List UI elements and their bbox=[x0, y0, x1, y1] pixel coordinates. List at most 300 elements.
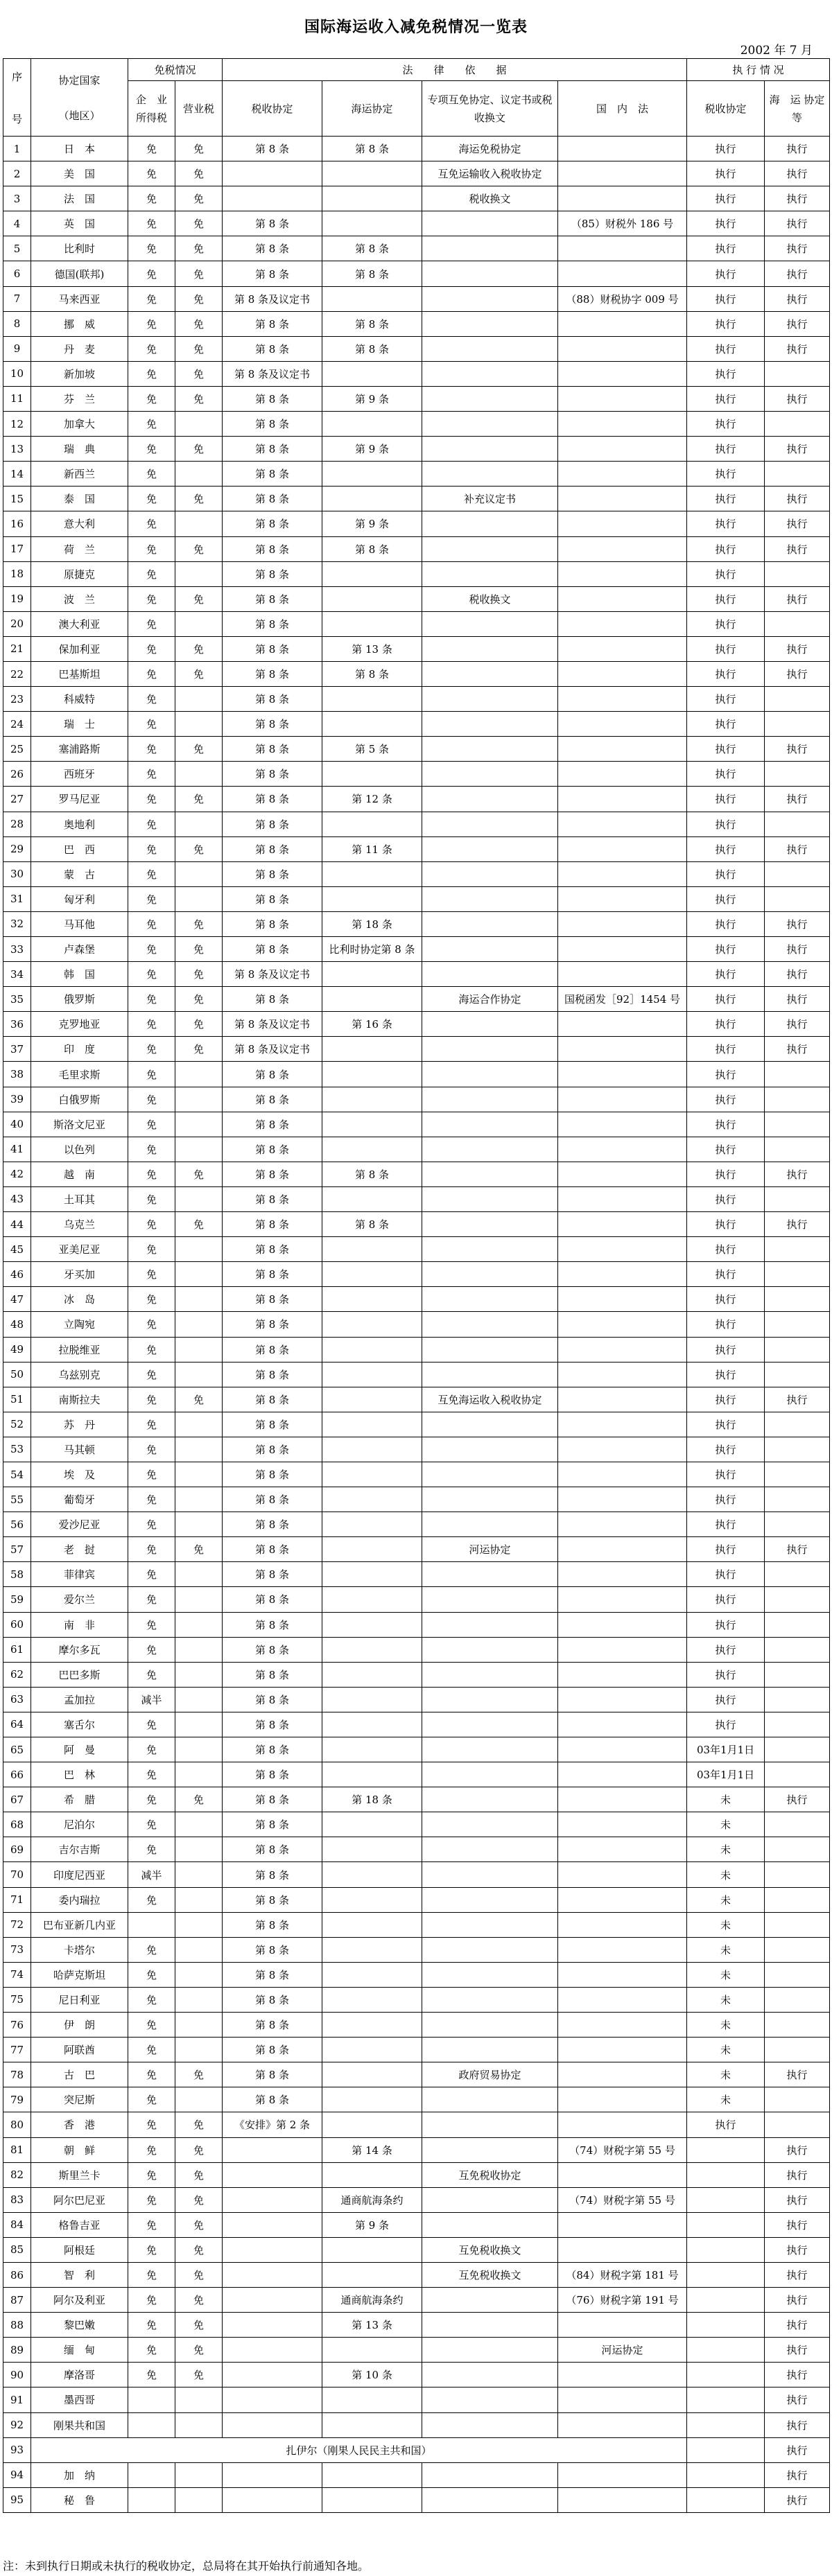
tax-treaty-cell: 第 8 条 bbox=[223, 1787, 322, 1812]
tax-treaty-cell: 第 8 条 bbox=[223, 1912, 322, 1937]
seq-cell: 13 bbox=[3, 437, 31, 462]
seq-cell: 15 bbox=[3, 487, 31, 511]
table-row bbox=[3, 1212, 830, 1237]
business-tax-cell bbox=[175, 1287, 223, 1312]
country-cell: 美 国 bbox=[31, 161, 128, 186]
exec-tax-treaty-cell: 03年1月1日 bbox=[687, 1762, 765, 1787]
table-row bbox=[3, 161, 830, 186]
country-cell: 新加坡 bbox=[31, 361, 128, 386]
enterprise-tax-cell: 免 bbox=[128, 1762, 175, 1787]
exec-shipping-cell bbox=[765, 1737, 830, 1762]
tax-treaty-cell: 第 8 条 bbox=[223, 536, 322, 561]
business-tax-cell bbox=[175, 511, 223, 536]
exec-tax-treaty-cell bbox=[687, 2137, 765, 2162]
enterprise-tax-cell: 免 bbox=[128, 812, 175, 836]
exec-tax-treaty-cell bbox=[687, 2412, 765, 2437]
tax-treaty-cell: 第 8 条 bbox=[223, 1862, 322, 1887]
shipping-agreement-cell bbox=[322, 1087, 422, 1112]
shipping-agreement-cell bbox=[322, 211, 422, 236]
business-tax-cell bbox=[175, 1887, 223, 1912]
domestic-law-cell: （85）财税外 186 号 bbox=[558, 211, 687, 236]
seq-cell: 55 bbox=[3, 1487, 31, 1512]
country-cell: 埃 及 bbox=[31, 1462, 128, 1487]
table-row bbox=[3, 886, 830, 911]
enterprise-tax-cell: 免 bbox=[128, 286, 175, 311]
business-tax-cell bbox=[175, 1562, 223, 1587]
shipping-agreement-cell bbox=[322, 1537, 422, 1562]
exec-tax-treaty-cell bbox=[687, 2262, 765, 2287]
seq-cell: 88 bbox=[3, 2313, 31, 2338]
table-row bbox=[3, 2237, 830, 2262]
tax-treaty-cell bbox=[223, 2288, 322, 2313]
shipping-agreement-cell bbox=[322, 1337, 422, 1362]
enterprise-tax-cell: 免 bbox=[128, 2038, 175, 2062]
seq-cell: 69 bbox=[3, 1837, 31, 1862]
domestic-law-cell bbox=[558, 712, 687, 737]
domestic-law-cell bbox=[558, 511, 687, 536]
exec-shipping-cell: 执行 bbox=[765, 437, 830, 462]
seq-cell: 50 bbox=[3, 1362, 31, 1387]
table-row bbox=[3, 1612, 830, 1637]
enterprise-tax-cell: 免 bbox=[128, 1012, 175, 1037]
country-cell: 奥地利 bbox=[31, 812, 128, 836]
country-cell: 新西兰 bbox=[31, 462, 128, 487]
seq-cell: 71 bbox=[3, 1887, 31, 1912]
special-agreement-cell bbox=[422, 1512, 558, 1537]
exec-shipping-cell: 执行 bbox=[765, 1162, 830, 1186]
shipping-agreement-cell: 第 13 条 bbox=[322, 636, 422, 661]
table-row bbox=[3, 1262, 830, 1287]
table-row bbox=[3, 1937, 830, 1962]
tax-treaty-cell: 第 8 条 bbox=[223, 687, 322, 712]
exec-shipping-cell: 执行 bbox=[765, 536, 830, 561]
exec-tax-treaty-cell: 执行 bbox=[687, 1312, 765, 1337]
tax-treaty-cell: 第 8 条 bbox=[223, 586, 322, 611]
enterprise-tax-cell: 免 bbox=[128, 487, 175, 511]
country-cell: 孟加拉 bbox=[31, 1687, 128, 1712]
tax-treaty-cell: 第 8 条 bbox=[223, 812, 322, 836]
exec-tax-treaty-cell: 未 bbox=[687, 1812, 765, 1837]
shipping-agreement-cell bbox=[322, 1237, 422, 1262]
enterprise-tax-cell: 免 bbox=[128, 437, 175, 462]
enterprise-tax-cell: 免 bbox=[128, 886, 175, 911]
tax-treaty-cell: 第 8 条 bbox=[223, 1462, 322, 1487]
domestic-law-cell bbox=[558, 161, 687, 186]
seq-cell: 48 bbox=[3, 1312, 31, 1337]
table-row bbox=[3, 2288, 830, 2313]
tax-treaty-cell: 第 8 条及议定书 bbox=[223, 962, 322, 987]
exec-tax-treaty-cell: 执行 bbox=[687, 1337, 765, 1362]
special-agreement-cell bbox=[422, 2338, 558, 2363]
exec-tax-treaty-cell: 执行 bbox=[687, 462, 765, 487]
tax-treaty-cell: 第 8 条 bbox=[223, 836, 322, 861]
country-cell: 斯里兰卡 bbox=[31, 2162, 128, 2187]
table-row bbox=[3, 386, 830, 411]
shipping-agreement-cell bbox=[322, 1837, 422, 1862]
country-cell: 黎巴嫩 bbox=[31, 2313, 128, 2338]
country-cell: 澳大利亚 bbox=[31, 611, 128, 636]
special-agreement-cell bbox=[422, 2212, 558, 2237]
country-cell: 克罗地亚 bbox=[31, 1012, 128, 1037]
shipping-agreement-cell: 比利时协定第 8 条 bbox=[322, 937, 422, 962]
table-row bbox=[3, 412, 830, 437]
domestic-law-cell bbox=[558, 1087, 687, 1112]
special-agreement-cell bbox=[422, 1062, 558, 1087]
exec-tax-treaty-cell: 执行 bbox=[687, 361, 765, 386]
exec-shipping-cell bbox=[765, 1437, 830, 1462]
business-tax-cell: 免 bbox=[175, 1162, 223, 1186]
domestic-law-cell bbox=[558, 1712, 687, 1737]
country-cell: 卢森堡 bbox=[31, 937, 128, 962]
enterprise-tax-cell: 免 bbox=[128, 787, 175, 812]
table-row bbox=[3, 1062, 830, 1087]
business-tax-cell bbox=[175, 861, 223, 886]
shipping-agreement-cell: 第 11 条 bbox=[322, 836, 422, 861]
country-cell: 土耳其 bbox=[31, 1186, 128, 1211]
business-tax-cell bbox=[175, 1687, 223, 1712]
exec-tax-treaty-cell: 执行 bbox=[687, 561, 765, 586]
business-tax-cell bbox=[175, 1237, 223, 1262]
table-row bbox=[3, 236, 830, 261]
domestic-law-cell bbox=[558, 962, 687, 987]
tax-treaty-cell: 第 8 条 bbox=[223, 661, 322, 686]
enterprise-tax-cell: 免 bbox=[128, 2363, 175, 2387]
domestic-law-cell bbox=[558, 787, 687, 812]
tax-treaty-cell: 第 8 条 bbox=[223, 1362, 322, 1387]
shipping-agreement-cell bbox=[322, 1687, 422, 1712]
special-agreement-cell: 补充议定书 bbox=[422, 487, 558, 511]
tax-treaty-cell: 第 8 条 bbox=[223, 1262, 322, 1287]
exec-shipping-cell: 执行 bbox=[765, 2487, 830, 2512]
tax-treaty-cell: 第 8 条 bbox=[223, 1137, 322, 1162]
special-agreement-cell bbox=[422, 412, 558, 437]
domestic-law-cell bbox=[558, 1362, 687, 1387]
special-agreement-cell bbox=[422, 1262, 558, 1287]
table-row bbox=[3, 661, 830, 686]
tax-treaty-cell: 第 8 条及议定书 bbox=[223, 361, 322, 386]
exec-tax-treaty-cell: 执行 bbox=[687, 1662, 765, 1687]
enterprise-tax-cell bbox=[128, 2387, 175, 2412]
exec-tax-treaty-cell: 执行 bbox=[687, 1412, 765, 1437]
table-row bbox=[3, 1387, 830, 1412]
country-cell: 科威特 bbox=[31, 687, 128, 712]
country-cell: 卡塔尔 bbox=[31, 1937, 128, 1962]
country-cell: 牙买加 bbox=[31, 1262, 128, 1287]
enterprise-tax-cell: 免 bbox=[128, 1462, 175, 1487]
seq-cell: 80 bbox=[3, 2112, 31, 2137]
special-agreement-cell bbox=[422, 2462, 558, 2487]
country-cell: 尼日利亚 bbox=[31, 1987, 128, 2012]
tax-treaty-cell: 第 8 条 bbox=[223, 1762, 322, 1787]
domestic-law-cell bbox=[558, 2038, 687, 2062]
country-cell: 摩尔多瓦 bbox=[31, 1637, 128, 1662]
shipping-agreement-cell bbox=[322, 1737, 422, 1762]
exec-tax-treaty-cell: 未 bbox=[687, 2013, 765, 2038]
exec-shipping-cell bbox=[765, 712, 830, 737]
exec-shipping-cell bbox=[765, 1512, 830, 1537]
shipping-agreement-cell bbox=[322, 2462, 422, 2487]
country-cell: 泰 国 bbox=[31, 487, 128, 511]
exec-shipping-cell bbox=[765, 1687, 830, 1712]
table-row bbox=[3, 762, 830, 787]
special-agreement-cell: 互免税收协定 bbox=[422, 2162, 558, 2187]
tax-treaty-cell: 第 8 条 bbox=[223, 762, 322, 787]
seq-cell: 86 bbox=[3, 2262, 31, 2287]
exec-tax-treaty-cell: 执行 bbox=[687, 1037, 765, 1062]
domestic-law-cell bbox=[558, 1762, 687, 1787]
exec-tax-treaty-cell: 执行 bbox=[687, 211, 765, 236]
shipping-agreement-cell bbox=[322, 687, 422, 712]
tax-treaty-cell: 第 8 条 bbox=[223, 261, 322, 286]
enterprise-tax-cell: 免 bbox=[128, 361, 175, 386]
country-cell: 立陶宛 bbox=[31, 1312, 128, 1337]
domestic-law-cell bbox=[558, 2237, 687, 2262]
tax-treaty-cell: 第 8 条 bbox=[223, 236, 322, 261]
exec-shipping-cell: 执行 bbox=[765, 661, 830, 686]
document-date: 2002 年 7 月 bbox=[740, 44, 813, 58]
business-tax-cell: 免 bbox=[175, 2212, 223, 2237]
tax-treaty-cell: 第 8 条 bbox=[223, 1287, 322, 1312]
table-row bbox=[3, 1637, 830, 1662]
special-agreement-cell bbox=[422, 437, 558, 462]
table-row bbox=[3, 737, 830, 762]
country-cell: 伊 朗 bbox=[31, 2013, 128, 2038]
enterprise-tax-cell: 免 bbox=[128, 1712, 175, 1737]
table-row bbox=[3, 636, 830, 661]
table-row bbox=[3, 2112, 830, 2137]
domestic-law-cell bbox=[558, 1662, 687, 1687]
country-cell: 冰 岛 bbox=[31, 1287, 128, 1312]
domestic-law-cell bbox=[558, 762, 687, 787]
domestic-law-cell bbox=[558, 1937, 687, 1962]
exec-tax-treaty-cell: 03年1月1日 bbox=[687, 1737, 765, 1762]
enterprise-tax-cell: 免 bbox=[128, 1437, 175, 1462]
seq-cell: 46 bbox=[3, 1262, 31, 1287]
enterprise-tax-cell: 免 bbox=[128, 561, 175, 586]
exec-tax-treaty-header: 税收协定 bbox=[687, 81, 765, 137]
seq-cell: 92 bbox=[3, 2412, 31, 2437]
exec-shipping-cell: 执行 bbox=[765, 2412, 830, 2437]
exec-shipping-cell: 执行 bbox=[765, 2162, 830, 2187]
business-tax-cell bbox=[175, 2412, 223, 2437]
tax-treaty-cell: 第 8 条 bbox=[223, 712, 322, 737]
enterprise-tax-cell: 免 bbox=[128, 462, 175, 487]
exec-shipping-cell bbox=[765, 1662, 830, 1687]
shipping-agreement-cell bbox=[322, 586, 422, 611]
exec-shipping-cell bbox=[765, 1287, 830, 1312]
exec-shipping-cell bbox=[765, 1186, 830, 1211]
domestic-law-cell bbox=[558, 812, 687, 836]
country-cell: 希 腊 bbox=[31, 1787, 128, 1812]
table-row bbox=[3, 2087, 830, 2112]
tax-treaty-cell: 第 8 条 bbox=[223, 1637, 322, 1662]
table-row bbox=[3, 987, 830, 1012]
table-row bbox=[3, 1662, 830, 1687]
seq-cell: 2 bbox=[3, 161, 31, 186]
exec-shipping-cell bbox=[765, 886, 830, 911]
shipping-agreement-cell bbox=[322, 1812, 422, 1837]
special-agreement-cell bbox=[422, 1237, 558, 1262]
enterprise-tax-cell: 免 bbox=[128, 2338, 175, 2363]
exec-tax-treaty-cell: 执行 bbox=[687, 437, 765, 462]
special-agreement-cell: 互免海运收入税收协定 bbox=[422, 1387, 558, 1412]
tax-treaty-cell: 第 8 条 bbox=[223, 1587, 322, 1612]
business-tax-cell: 免 bbox=[175, 1387, 223, 1412]
tax-treaty-cell: 第 8 条 bbox=[223, 636, 322, 661]
tax-treaty-cell: 第 8 条 bbox=[223, 2087, 322, 2112]
exec-shipping-cell: 执行 bbox=[765, 2062, 830, 2087]
table-row bbox=[3, 2487, 830, 2512]
table-row bbox=[3, 1362, 830, 1387]
enterprise-tax-cell: 免 bbox=[128, 2112, 175, 2137]
table-row bbox=[3, 611, 830, 636]
enterprise-tax-header: 企 业 所得税 bbox=[128, 81, 175, 137]
country-cell: 阿尔及利亚 bbox=[31, 2288, 128, 2313]
shipping-agreement-cell: 第 8 条 bbox=[322, 661, 422, 686]
exec-tax-treaty-cell: 执行 bbox=[687, 636, 765, 661]
table-row bbox=[3, 336, 830, 361]
table-row bbox=[3, 2437, 830, 2462]
table-row bbox=[3, 2038, 830, 2062]
business-tax-cell: 免 bbox=[175, 2137, 223, 2162]
exec-tax-treaty-cell: 未 bbox=[687, 1912, 765, 1937]
country-cell: 白俄罗斯 bbox=[31, 1087, 128, 1112]
domestic-law-cell bbox=[558, 1862, 687, 1887]
country-cell: 巴 林 bbox=[31, 1762, 128, 1787]
enterprise-tax-cell: 免 bbox=[128, 211, 175, 236]
business-tax-cell bbox=[175, 762, 223, 787]
exec-shipping-cell: 执行 bbox=[765, 186, 830, 211]
shipping-agreement-cell: 第 5 条 bbox=[322, 737, 422, 762]
domestic-law-cell bbox=[558, 586, 687, 611]
table-row bbox=[3, 437, 830, 462]
tax-treaty-cell: 第 8 条 bbox=[223, 1687, 322, 1712]
tax-treaty-cell: 第 8 条 bbox=[223, 1112, 322, 1137]
business-tax-cell: 免 bbox=[175, 937, 223, 962]
country-cell: 马耳他 bbox=[31, 911, 128, 936]
table-row bbox=[3, 1762, 830, 1787]
seq-header: 序 号 bbox=[3, 59, 31, 137]
tax-treaty-cell: 第 8 条 bbox=[223, 861, 322, 886]
country-cell: 越 南 bbox=[31, 1162, 128, 1186]
shipping-agreement-cell bbox=[322, 2387, 422, 2412]
exec-shipping-cell bbox=[765, 1087, 830, 1112]
country-cell: 巴 西 bbox=[31, 836, 128, 861]
domestic-law-cell bbox=[558, 1312, 687, 1337]
enterprise-tax-cell: 免 bbox=[128, 1087, 175, 1112]
seq-cell: 78 bbox=[3, 2062, 31, 2087]
shipping-agreement-cell: 第 9 条 bbox=[322, 386, 422, 411]
table-row bbox=[3, 1037, 830, 1062]
enterprise-tax-cell: 免 bbox=[128, 2313, 175, 2338]
domestic-law-cell bbox=[558, 1337, 687, 1362]
business-tax-cell bbox=[175, 687, 223, 712]
exec-tax-treaty-cell: 未 bbox=[687, 1787, 765, 1812]
special-agreement-cell bbox=[422, 1912, 558, 1937]
exec-tax-treaty-cell: 未 bbox=[687, 1837, 765, 1862]
exec-shipping-cell: 执行 bbox=[765, 937, 830, 962]
shipping-agreement-cell bbox=[322, 561, 422, 586]
domestic-law-cell bbox=[558, 186, 687, 211]
domestic-law-cell bbox=[558, 1537, 687, 1562]
table-row bbox=[3, 361, 830, 386]
seq-cell: 37 bbox=[3, 1037, 31, 1062]
footnote: 注：未到执行日期或未执行的税收协定，总局将在其开始执行前通知各地。 bbox=[3, 2559, 370, 2573]
enterprise-tax-cell: 免 bbox=[128, 2288, 175, 2313]
special-agreement-cell bbox=[422, 962, 558, 987]
country-cell: 波 兰 bbox=[31, 586, 128, 611]
enterprise-tax-cell: 免 bbox=[128, 1062, 175, 1087]
seq-cell: 8 bbox=[3, 311, 31, 336]
country-cell: 爱尔兰 bbox=[31, 1587, 128, 1612]
business-tax-cell: 免 bbox=[175, 437, 223, 462]
shipping-agreement-cell: 第 9 条 bbox=[322, 511, 422, 536]
exec-tax-treaty-cell: 未 bbox=[687, 1887, 765, 1912]
tax-treaty-cell bbox=[223, 161, 322, 186]
seq-cell: 21 bbox=[3, 636, 31, 661]
business-tax-cell bbox=[175, 1512, 223, 1537]
special-agreement-cell bbox=[422, 2137, 558, 2162]
business-tax-cell: 免 bbox=[175, 737, 223, 762]
domestic-law-cell bbox=[558, 1487, 687, 1512]
seq-cell: 90 bbox=[3, 2363, 31, 2387]
shipping-agreement-cell bbox=[322, 762, 422, 787]
enterprise-tax-cell: 免 bbox=[128, 1112, 175, 1137]
enterprise-tax-cell: 免 bbox=[128, 511, 175, 536]
enterprise-tax-cell: 免 bbox=[128, 2062, 175, 2087]
special-agreement-cell bbox=[422, 1612, 558, 1637]
seq-cell: 59 bbox=[3, 1587, 31, 1612]
business-tax-cell bbox=[175, 1112, 223, 1137]
shipping-agreement-cell bbox=[322, 1287, 422, 1312]
exec-tax-treaty-cell: 执行 bbox=[687, 511, 765, 536]
business-tax-cell bbox=[175, 1937, 223, 1962]
enterprise-tax-cell: 免 bbox=[128, 1487, 175, 1512]
business-tax-cell bbox=[175, 1262, 223, 1287]
country-cell: 墨西哥 bbox=[31, 2387, 128, 2412]
enterprise-tax-cell: 免 bbox=[128, 137, 175, 161]
seq-cell: 73 bbox=[3, 1937, 31, 1962]
table-row bbox=[3, 1412, 830, 1437]
business-tax-cell bbox=[175, 462, 223, 487]
table-row bbox=[3, 186, 830, 211]
tax-treaty-cell: 第 8 条 bbox=[223, 737, 322, 762]
table-row bbox=[3, 2262, 830, 2287]
seq-cell: 5 bbox=[3, 236, 31, 261]
shipping-agreement-cell: 第 8 条 bbox=[322, 336, 422, 361]
business-tax-cell: 免 bbox=[175, 2237, 223, 2262]
seq-cell: 28 bbox=[3, 812, 31, 836]
exec-shipping-cell bbox=[765, 611, 830, 636]
table-row bbox=[3, 1812, 830, 1837]
domestic-law-cell bbox=[558, 1737, 687, 1762]
country-cell: 阿 曼 bbox=[31, 1737, 128, 1762]
enterprise-tax-cell: 免 bbox=[128, 1162, 175, 1186]
exec-shipping-cell: 执行 bbox=[765, 336, 830, 361]
exec-tax-treaty-cell: 执行 bbox=[687, 1437, 765, 1462]
exec-shipping-cell: 执行 bbox=[765, 2212, 830, 2237]
table-row bbox=[3, 2338, 830, 2363]
business-tax-cell bbox=[175, 712, 223, 737]
domestic-law-cell bbox=[558, 2013, 687, 2038]
seq-cell: 3 bbox=[3, 186, 31, 211]
enterprise-tax-cell: 免 bbox=[128, 636, 175, 661]
seq-cell: 94 bbox=[3, 2462, 31, 2487]
seq-cell: 53 bbox=[3, 1437, 31, 1462]
exec-shipping-cell bbox=[765, 762, 830, 787]
country-cell: 罗马尼亚 bbox=[31, 787, 128, 812]
domestic-law-cell: 河运协定 bbox=[558, 2338, 687, 2363]
